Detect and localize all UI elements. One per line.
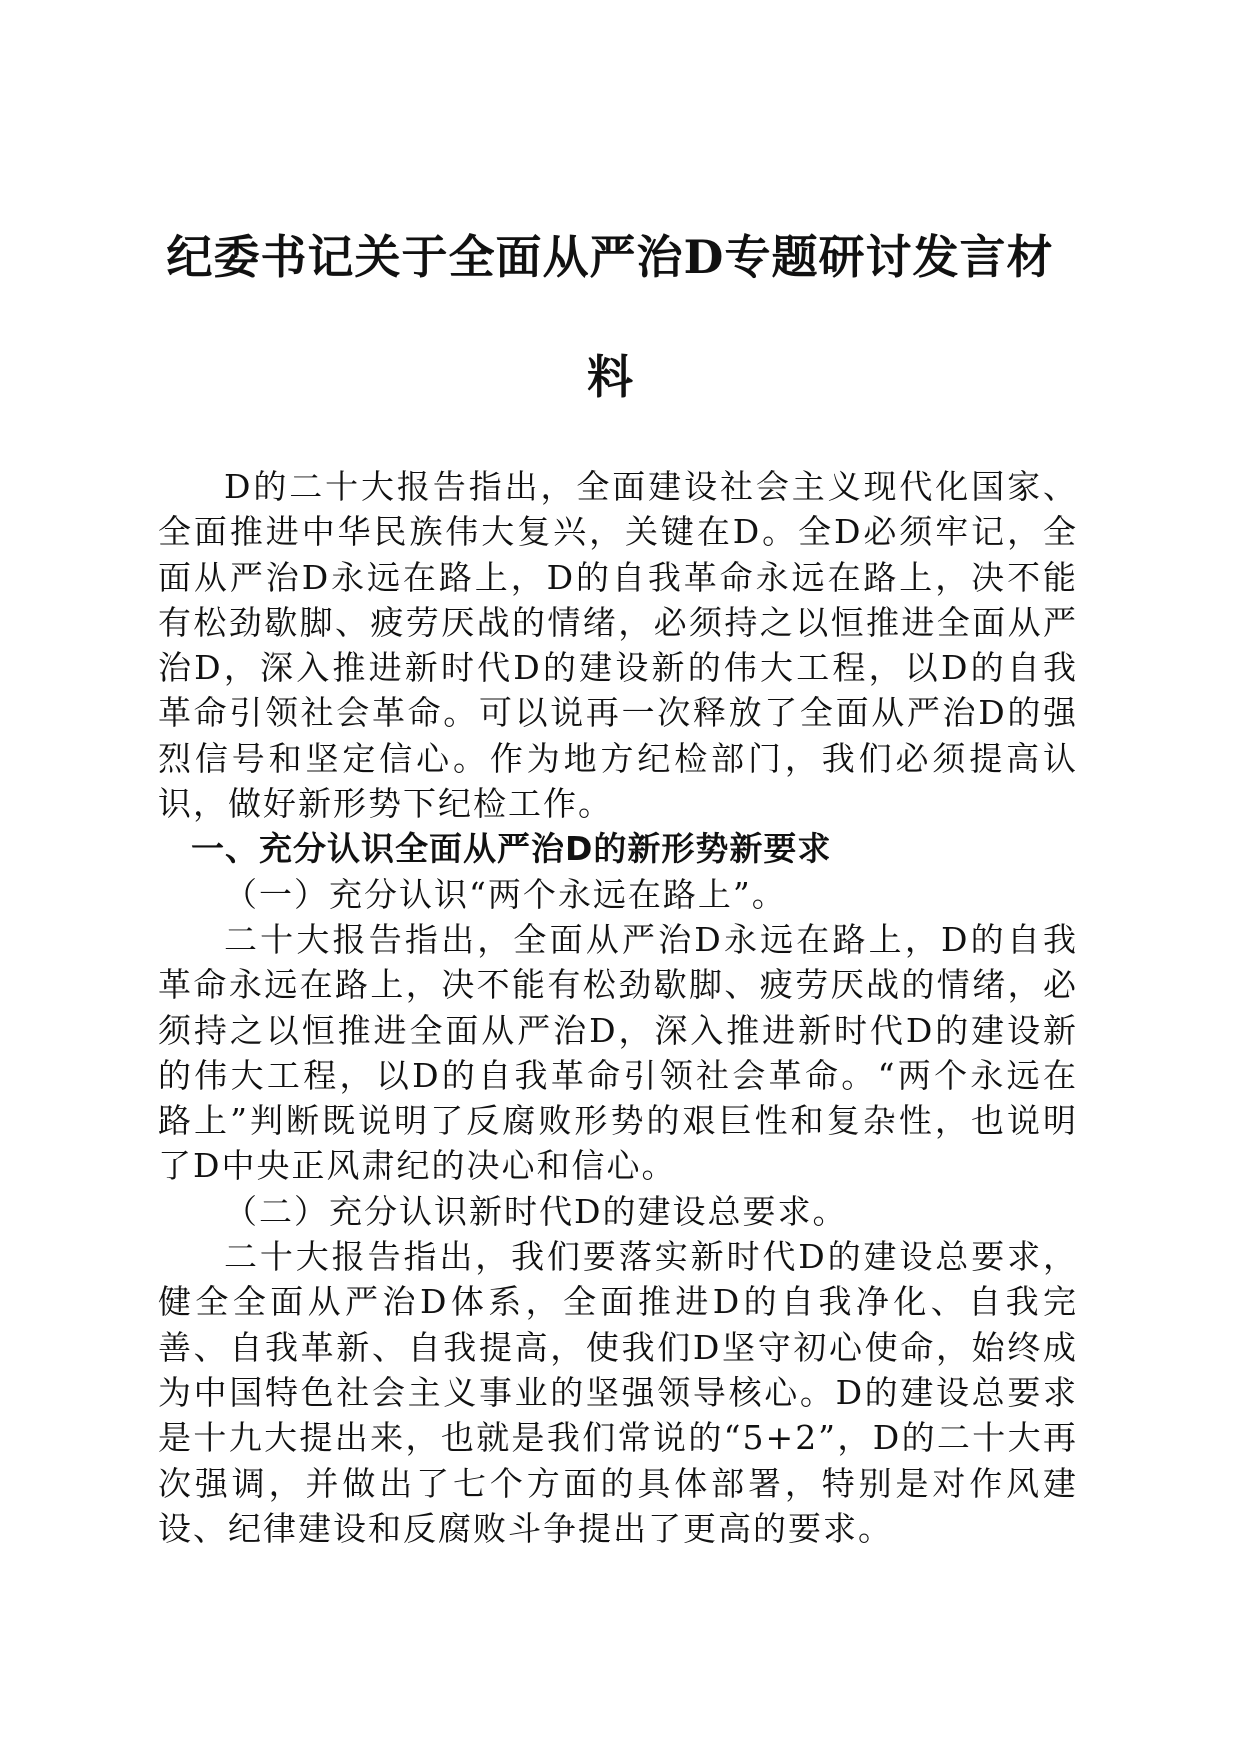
section-1-heading: 一、充分认识全面从严治D的新形势新要求 [191,829,832,869]
subsection-1-heading: （一）充分认识“两个永远在路上”。 [224,874,787,914]
subsection-2-heading: （二）充分认识新时代D的建设总要求。 [224,1191,848,1231]
intro-paragraph: D的二十大报告指出，全面建设社会主义现代化国家、全面推进中华民族伟大复兴，关键在D。全D必须牢记，全面从严治D永远在路上，D的自我革命永远在路上，决不能有松劲歇脚、疲劳厌战的情绪，必须持之以恒推进全面从严治D，深入推进新时代D的建设新的伟大工程，以D的自我革命引领社会革命。可以说再一次释放了全面从严治D的强烈信号和坚定信心。作为地方纪检部门，我们必须提高认识，做好新形势下纪检工作。 [158,467,1078,824]
document-body [158,464,1078,1551]
subsection-1-paragraph: 二十大报告指出，全面从严治D永远在路上，D的自我革命永远在路上，决不能有松劲歇脚、疲劳厌战的情绪，必须持之以恒推进全面从严治D，深入推进新时代D的建设新的伟大工程，以D的自我革命引领社会革命。“两个永远在路上”判断既说明了反腐败形势的艰巨性和复杂性，也说明了D中央正风肃纪的决心和信心。 [158,919,1078,1186]
document-title-line-1: 纪委书记关于全面从严治D专题研讨发言材 [166,230,1054,284]
document-title-line-2: 料 [587,350,633,404]
subsection-2-paragraph: 二十大报告指出，我们要落实新时代D的建设总要求，健全全面从严治D体系，全面推进D的自我净化、自我完善、自我革新、自我提高，使我们D坚守初心使命，始终成为中国特色社会主义事业的坚强领导核心。D的建设总要求是十九大提出来，也就是我们常说的“5+2”，D的二十大再次强调，并做出了七个方面的具体部署，特别是对作风建设、纪律建设和反腐败斗争提出了更高的要求。 [158,1237,1078,1548]
